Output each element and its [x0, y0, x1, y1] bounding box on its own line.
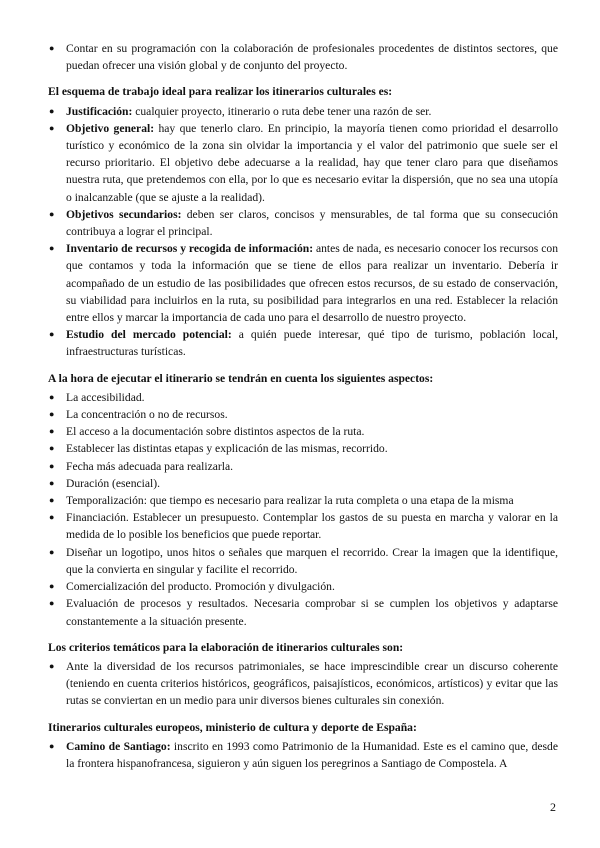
bullet-icon: ●: [49, 443, 55, 454]
section-heading: A la hora de ejecutar el itinerario se tendrán en cuenta los siguientes aspectos:: [48, 371, 434, 385]
bullet-icon: ●: [49, 122, 55, 133]
bullet-icon: ●: [49, 426, 55, 437]
bullet-icon: ●: [49, 581, 55, 592]
bullet-icon: ●: [49, 409, 55, 420]
list-item: ● La concentración o no de recursos.: [48, 406, 558, 423]
list-item: ● Objetivos secundarios: deben ser claros, concisos y mensurables, de tal forma que su consecución contribuya a lograr el principal.: [49, 207, 558, 239]
bullet-icon: ●: [49, 660, 55, 671]
list-item: ● Estudio del mercado potencial: a quién puede interesar, qué tipo de turismo, población local, infraestructuras turísticas.: [49, 328, 558, 359]
bullet-icon: ●: [49, 477, 55, 488]
list-item: ● Justificación: cualquier proyecto, itinerario o ruta debe tener una razón de ser.: [48, 103, 558, 120]
list-item: ● Evaluación de procesos y resultados. Necesaria comprobar si se cumplen los objetivos y adaptarse constantemente a la situación presente.: [49, 597, 558, 628]
list-item: ● Comercialización del producto. Promoción y divulgación.: [48, 578, 558, 595]
list-item: ● Contar en su programación con la colaboración de profesionales procedentes de distintos sectores, que puedan ofrecer una visión global y de conjunto del proyecto.: [49, 42, 558, 73]
bullet-icon: ●: [49, 208, 55, 219]
list-item: ● Financiación. Establecer un presupuesto. Contemplar los gastos de su puesta en marcha y valorar en la medida de lo posible los beneficios que puede reportar.: [49, 511, 558, 542]
list-item: ● Objetivo general: hay que tenerlo claro. En principio, la mayoría tienen como prioridad el desarrollo turístico y económico de la zona sin olvidar la importancia y el valor del patrimonio que suele ser el recurso prioritario. El objetivo debe adecuarse a la realidad, hay que tener claro para que diseñamos nuestra ruta, que pretendemos con ella, por lo que es necesario evitar la dispersión, que no sea una utopía o inalcanzable (que se ajuste a la realidad).: [49, 121, 559, 204]
list-item: ● El acceso a la documentación sobre distintos aspectos de la ruta.: [48, 423, 558, 440]
section-heading: Itinerarios culturales europeos, ministerio de cultura y deporte de España:: [48, 720, 417, 734]
section3-list: [48, 658, 558, 710]
bullet-icon: ●: [49, 495, 55, 506]
bullet-icon: ●: [49, 740, 55, 751]
list-item: ● Establecer las distintas etapas y explicación de las mismas, recorrido.: [48, 440, 558, 457]
bullet-icon: ●: [49, 391, 55, 402]
bullet-icon: ●: [49, 512, 55, 523]
bullet-icon: ●: [49, 329, 55, 340]
section2-list: [48, 389, 558, 630]
list-item: ● Temporalización: que tiempo es necesario para realizar la ruta completa o una etapa de la misma: [48, 492, 558, 509]
bullet-icon: ●: [49, 43, 55, 53]
section-heading: Los criterios temáticos para la elaboración de itinerarios culturales son:: [48, 640, 404, 654]
section-heading: El esquema de trabajo ideal para realizar los itinerarios culturales es:: [48, 85, 393, 99]
bullet-icon: ●: [49, 105, 55, 116]
section4-list: [48, 738, 558, 772]
bullet-icon: ●: [49, 598, 55, 609]
page-number: 2: [550, 800, 556, 814]
list-item: ● Duración (esencial).: [48, 475, 558, 492]
list-item: ● Fecha más adecuada para realizarla.: [48, 458, 558, 475]
bullet-icon: ●: [49, 460, 55, 471]
list-item: ● Ante la diversidad de los recursos patrimoniales, se hace imprescindible crear un discurso coherente (teniendo en cuenta criterios históricos, geográficos, paisajísticos, económicos, artísticos) y evitar que las rutas se conviertan en un medio para unir diversos bienes culturales sin conexión.: [49, 659, 558, 708]
list-item: ● Inventario de recursos y recogida de información: antes de nada, es necesario conocer los recursos con que contamos y toda la información que se tiene de ellos para realizar un inventario. Debería ir acompañado de un estudio de las posibilidades que ofrecen estos recursos, de su estado de conservación, su viabilidad para incluirlos en la ruta, su posibilidad para integrarlos en una red. Establecer la relación entre ellos y marcar la importancia de cada uno para el desarrollo de nuestro proyecto.: [49, 242, 558, 325]
list-item: ● La accesibilidad.: [48, 389, 558, 406]
bullet-icon: ●: [49, 546, 55, 557]
list-item: ● Camino de Santiago: inscrito en 1993 como Patrimonio de la Humanidad. Este es el camino que, desde la frontera hispanofrancesa, siguieron y aún siguen los peregrinos a Santiago de Compostela. A: [49, 739, 558, 770]
list-item: ● Diseñar un logotipo, unos hitos o señales que marquen el recorrido. Crear la imagen que la identifique, que la convierta en singular y facilite el recorrido.: [49, 545, 558, 576]
bullet-icon: ●: [49, 243, 55, 254]
intro-list: [48, 40, 558, 74]
section1-list: [48, 103, 558, 361]
document-page: [48, 40, 558, 772]
